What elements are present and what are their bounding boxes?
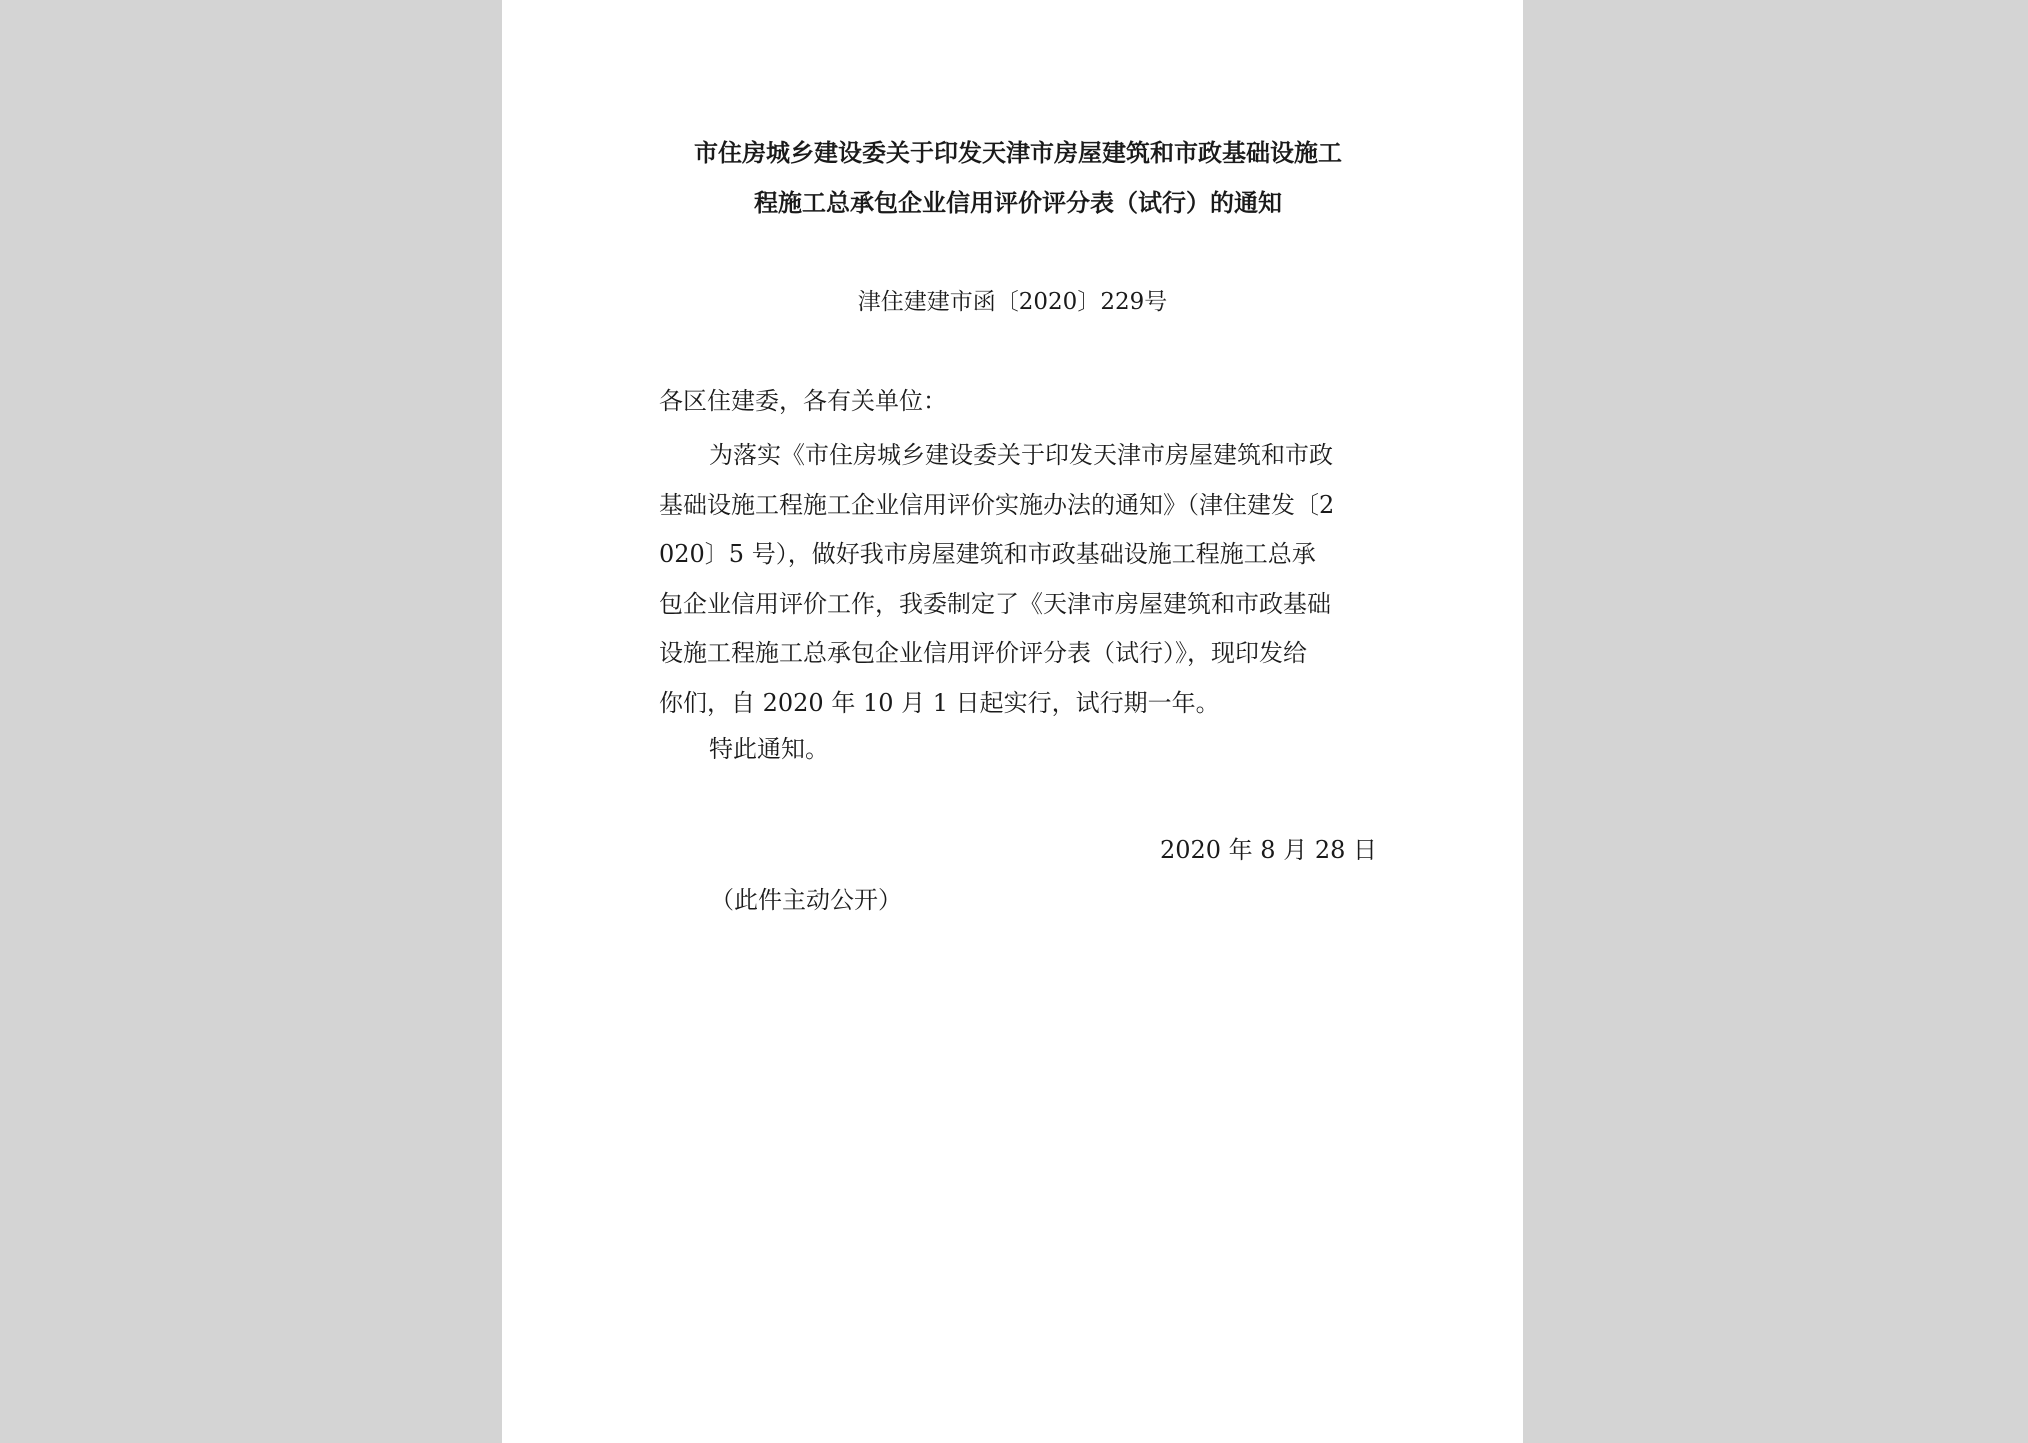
closing-text: 特此通知。: [709, 735, 829, 763]
document-page: [502, 0, 1523, 1443]
body-line: 你们，自 2020 年 10 月 1 日起实行，试行期一年。: [659, 688, 1220, 717]
body-line: 020〕5 号），做好我市房屋建筑和市政基础设施工程施工总承: [659, 540, 1316, 568]
body-line: 为落实《市住房城乡建设委关于印发天津市房屋建筑和市政: [709, 441, 1333, 469]
document-date: 2020 年 8 月 28 日: [1159, 836, 1377, 864]
title-line: 程施工总承包企业信用评价评分表（试行）的通知: [754, 189, 1282, 217]
body-line: 设施工程施工总承包企业信用评价评分表（试行）》，现印发给: [659, 639, 1307, 667]
document-title: [658, 128, 1378, 228]
public-disclosure-note: （此件主动公开）: [710, 886, 902, 914]
body-line: 包企业信用评价工作，我委制定了《天津市房屋建筑和市政基础: [659, 589, 1331, 618]
body-line: 基础设施工程施工企业信用评价实施办法的通知》（津住建发〔2: [659, 490, 1335, 519]
document-number: 津住建建市函〔2020〕229号: [857, 289, 1168, 315]
body-paragraph: [659, 431, 1379, 728]
addressee: 各区住建委，各有关单位：: [659, 387, 947, 415]
title-line: 市住房城乡建设委关于印发天津市房屋建筑和市政基础设施工: [694, 139, 1342, 167]
